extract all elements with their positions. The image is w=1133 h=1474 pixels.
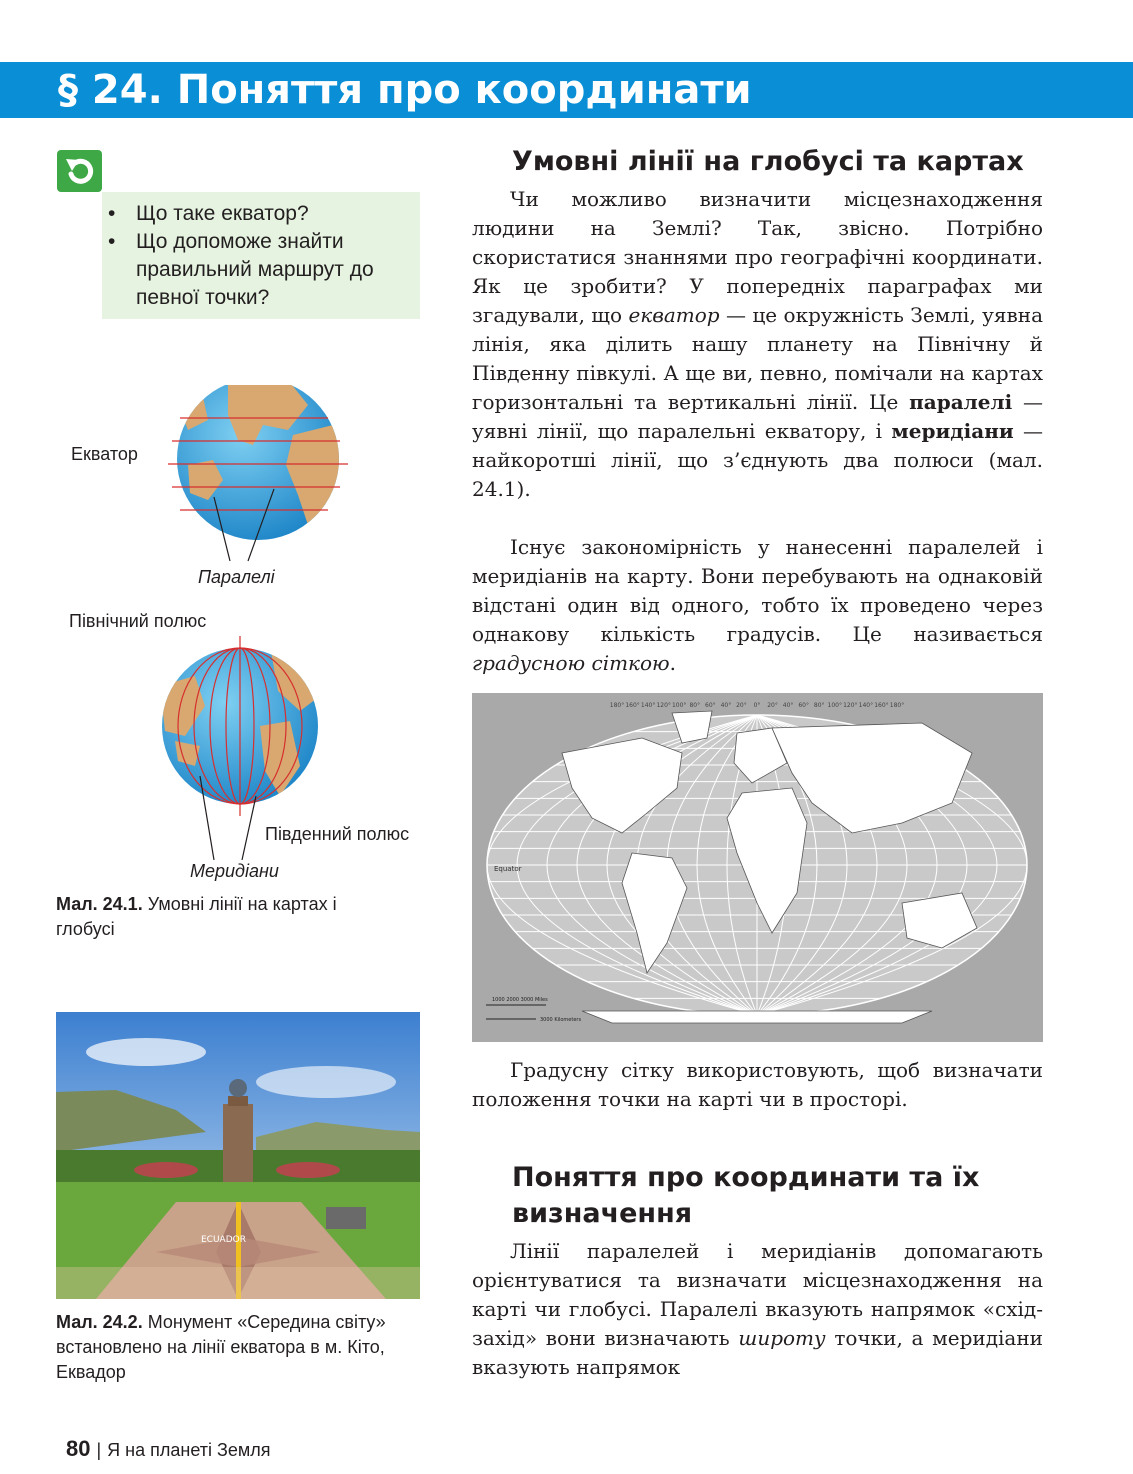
map-longitude-label: 160° <box>874 702 889 709</box>
term-degree-grid: градусною сіткою <box>472 651 670 675</box>
question-item: • Що таке екватор? <box>108 200 408 228</box>
map-longitude-label: 80° <box>689 702 701 709</box>
caption-text: Монумент «Середина світу» встановлено на лінії екватора в м. Кіто, Еквадор <box>56 1312 386 1382</box>
map-longitude-label: 140° <box>858 702 874 709</box>
map-longitude-label: 120° <box>656 702 671 709</box>
map-longitude-label: 100° <box>827 702 843 709</box>
caption-number: Мал. 24.1. <box>56 894 143 914</box>
map-longitude-label: 20° <box>736 702 747 709</box>
paragraph-2: Існує закономірність у нанесенні паралелей і меридіанів на карту. Вони перебувають на однаковій відстані один від одного, тобто їх проведено через однакову кількість градусів. Це називається градусною сіткою. <box>472 535 1043 675</box>
middle-of-world-monument-photo <box>56 1012 420 1299</box>
term-parallels: паралелі <box>909 390 1013 414</box>
scale-miles-label: 1000 2000 3000 Miles <box>492 997 548 1003</box>
footer-separator: | <box>96 1440 102 1460</box>
meridians-label: Меридіани <box>190 861 279 881</box>
map-longitude-label: 0° <box>753 702 761 709</box>
parallels-label: Паралелі <box>198 567 275 587</box>
caption-number: Мал. 24.2. <box>56 1312 143 1332</box>
term-latitude: широту <box>738 1326 826 1350</box>
map-longitude-label: 60° <box>705 702 716 709</box>
term-equator: екватор <box>628 303 720 327</box>
map-longitude-label: 20° <box>767 702 778 709</box>
equator-label: Екватор <box>71 444 138 464</box>
term-meridians: меридіани <box>891 419 1014 443</box>
map-longitude-label: 100° <box>671 702 687 709</box>
figure-caption-24-1 <box>56 892 386 942</box>
paragraph-4: Лінії паралелей і меридіанів допомагають орієнтуватися та визначати місцезнаходження на карті чи глобусі. Паралелі вказують напрямок «схід-захід» вони визначають широту точки, а меридіани вказують напрямок <box>472 1239 1043 1379</box>
return-arrow-icon <box>57 150 102 192</box>
page-number: 80 <box>66 1436 91 1461</box>
book-title: Я на планеті Земля <box>107 1440 271 1460</box>
south-pole-label: Південний полюс <box>265 824 410 844</box>
continent-antarctica <box>582 1011 932 1023</box>
review-questions <box>108 200 408 312</box>
page-footer <box>66 1436 271 1462</box>
equator-map-label: Equator <box>494 865 522 873</box>
map-longitude-label: 60° <box>798 702 809 709</box>
map-longitude-label: 180° <box>889 702 905 709</box>
globe-parallels-illustration <box>168 385 348 585</box>
map-longitude-label: 40° <box>782 702 794 709</box>
map-longitude-label: 120° <box>843 702 858 709</box>
section-heading-2-line2: визначення <box>512 1198 693 1229</box>
scale-km-label: 3000 Kilometers <box>540 1017 582 1023</box>
figure-caption-24-2 <box>56 1310 416 1385</box>
paragraph-3: Градусну сітку використовують, щоб визначати положення точки на карті чи в просторі. <box>472 1058 1043 1111</box>
section-heading-1: Умовні лінії на глобусі та картах <box>512 146 1024 177</box>
north-pole-label: Північний полюс <box>69 611 207 631</box>
map-longitude-label: 40° <box>720 702 732 709</box>
map-longitude-label: 80° <box>813 702 825 709</box>
paragraph-1: Чи можливо визначити місцезнаходження людини на Землі? Так, звісно. Потрібно скористатися знаннями про географічні координати. Як це зробити? У попередніх параграфах ми згадували, що екватор — це окружність Землі, уявна лінія, яка ділить нашу планету на Північну й Південну півкулі. А ще ви, певно, помічали на картах горизонтальні та вертикальні лінії. Це паралелі — уявні лінії, що паралельні екватору, і меридіани — найкоротші лінії, що з’єднують два полюси (мал. 24.1). <box>472 187 1044 501</box>
world-map-degree-grid <box>472 693 1043 1042</box>
section-heading-2-line1: Поняття про координати та їх <box>512 1162 980 1193</box>
map-longitude-label: 140° <box>640 702 656 709</box>
question-item: • Що допоможе знайти правильний маршрут до певної точки? <box>108 228 408 312</box>
map-longitude-label: 160° <box>625 702 640 709</box>
page-title: § 24. Поняття про координати <box>58 67 752 113</box>
map-longitude-label: 180° <box>609 702 625 709</box>
ecuador-sign-text: ECUADOR <box>201 1235 246 1245</box>
caption-text: Умовні лінії на картах і глобусі <box>56 894 337 939</box>
